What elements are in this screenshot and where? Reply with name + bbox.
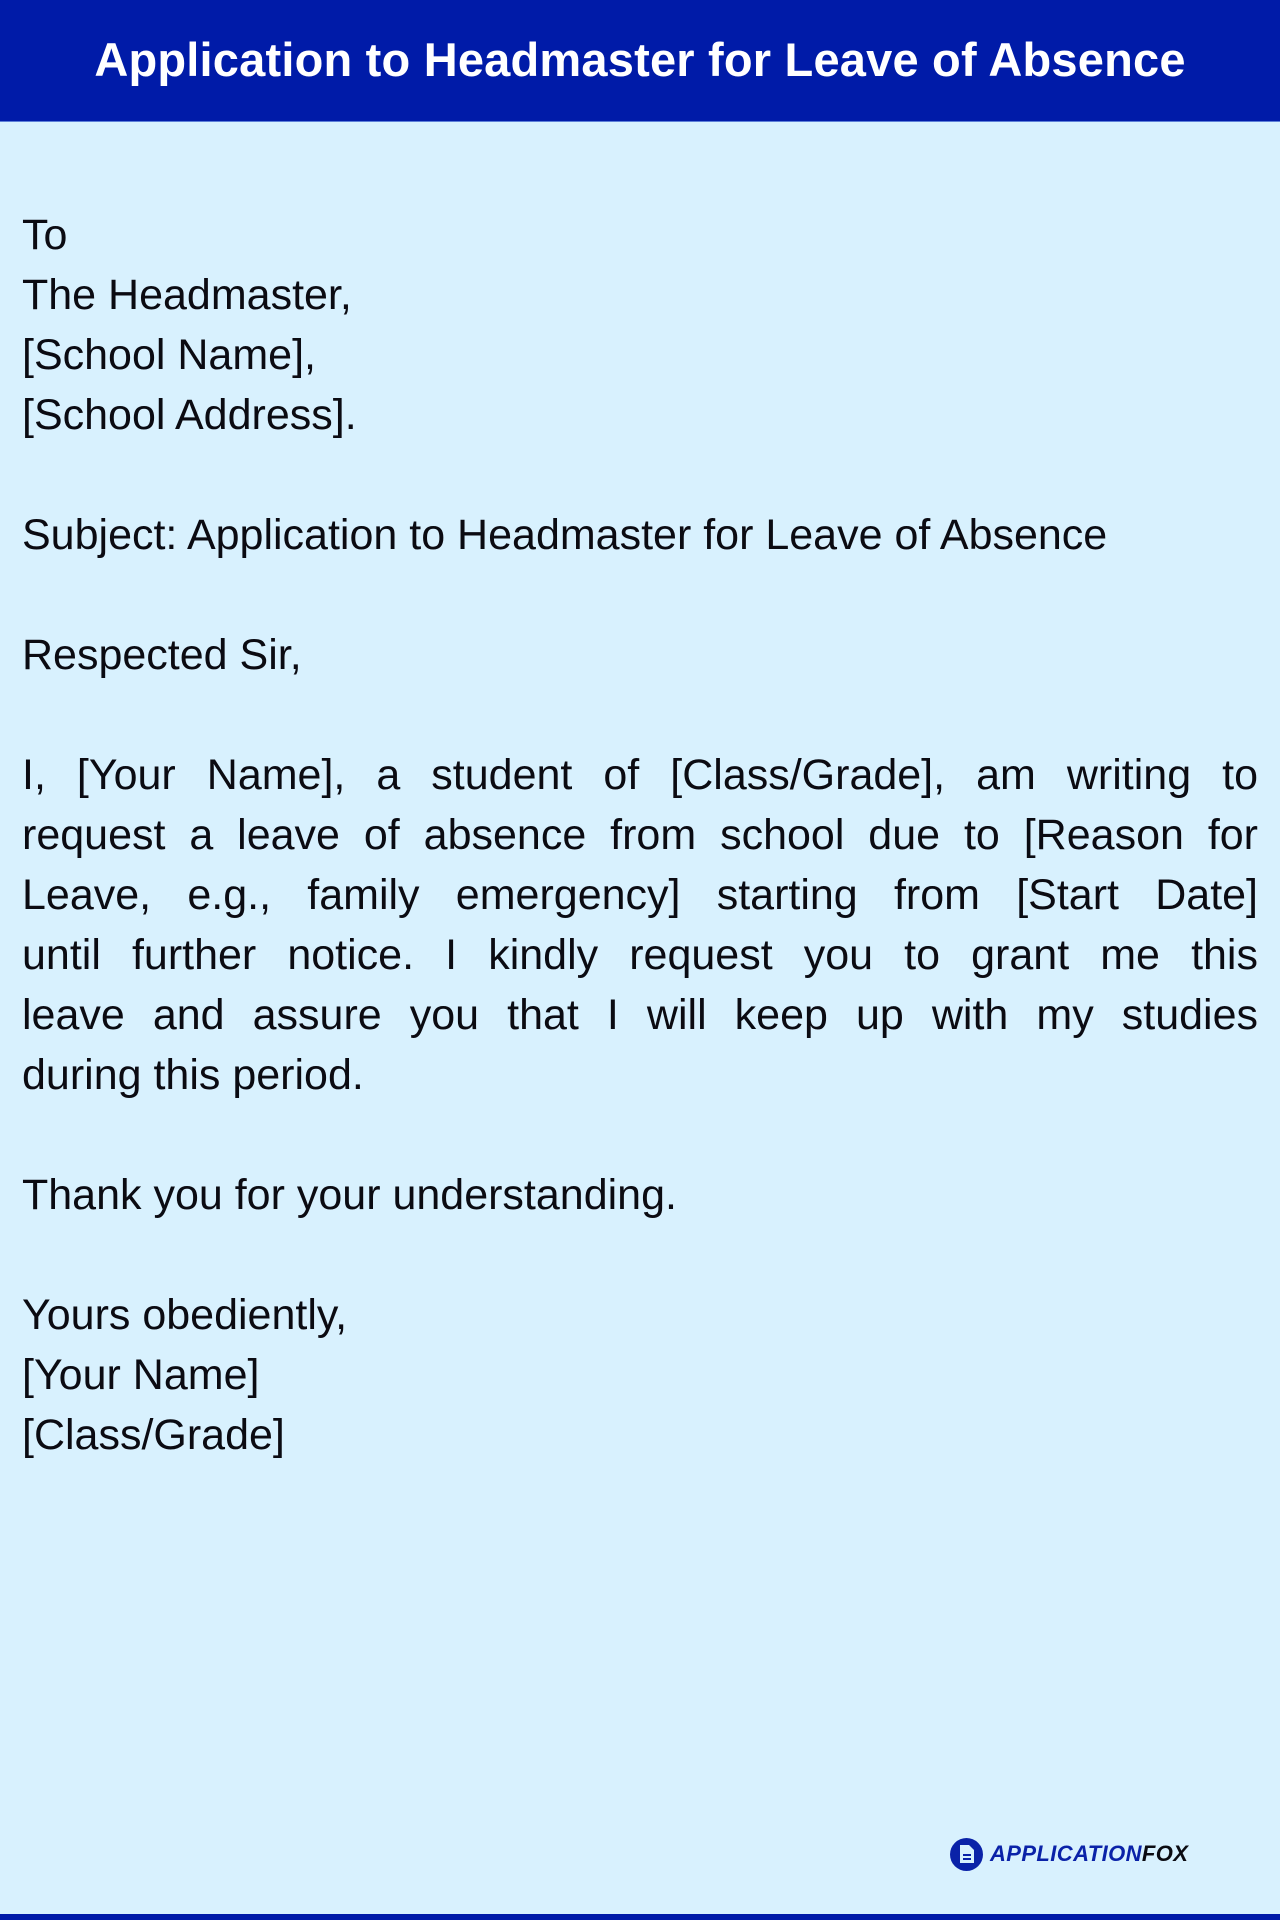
- salutation: Respected Sir,: [22, 631, 302, 679]
- recipient-line: [School Address].: [22, 391, 357, 439]
- signature-name: [Your Name]: [22, 1351, 260, 1399]
- bottom-accent-bar: [0, 1914, 1280, 1920]
- spacer: [22, 565, 1258, 625]
- spacer: [22, 685, 1258, 745]
- logo-text-secondary: FOX: [1141, 1841, 1189, 1866]
- logo-text-primary: APPLICATION: [990, 1841, 1142, 1866]
- sign-off: Yours obediently,: [22, 1291, 348, 1339]
- paragraph-line: Leave, e.g., family emergency] starting from [Start Date]: [22, 871, 1258, 919]
- paragraph-line: leave and assure you that I will keep up with my studies: [22, 991, 1258, 1039]
- recipient-line: The Headmaster,: [22, 271, 352, 319]
- page-title: Application to Headmaster for Leave of Absence: [94, 33, 1186, 86]
- paragraph-line: during this period.: [22, 1051, 364, 1099]
- document-icon: [950, 1838, 983, 1871]
- recipient-line: [School Name],: [22, 331, 316, 379]
- recipient-block: [22, 205, 1258, 445]
- spacer: [22, 1105, 1258, 1165]
- spacer: [22, 1225, 1258, 1285]
- recipient-line: To: [22, 211, 68, 259]
- brand-logo: [950, 1838, 1188, 1870]
- spacer: [22, 445, 1258, 505]
- paragraph-line: I, [Your Name], a student of [Class/Grade], am writing to: [22, 751, 1258, 799]
- logo-wordmark: [990, 1841, 1188, 1867]
- paragraph-line: request a leave of absence from school due to [Reason for: [22, 811, 1258, 859]
- closing-thanks: Thank you for your understanding.: [22, 1171, 677, 1219]
- paragraph-line: until further notice. I kindly request you to grant me this: [22, 931, 1258, 979]
- signature-class: [Class/Grade]: [22, 1411, 285, 1459]
- letter-body: [22, 205, 1258, 1465]
- header-banner: [0, 0, 1280, 122]
- body-paragraph: [22, 745, 1258, 1105]
- subject-line: Subject: Application to Headmaster for Leave of Absence: [22, 511, 1108, 559]
